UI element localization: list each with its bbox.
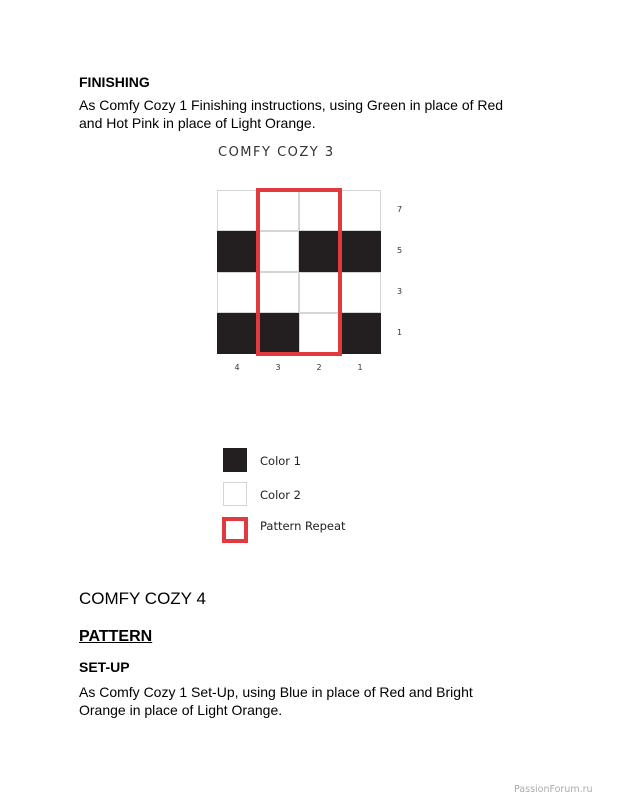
column-number: 3 xyxy=(275,363,281,372)
setup-line-2: Orange in place of Light Orange. xyxy=(79,702,283,718)
section-title: COMFY COZY 4 xyxy=(79,589,206,608)
pattern-repeat-label: Pattern Repeat xyxy=(260,519,346,533)
chart-cell xyxy=(340,190,381,231)
setup-line-1: As Comfy Cozy 1 Set-Up, using Blue in place of Red and Bright xyxy=(79,684,473,700)
chart-cell xyxy=(217,231,258,272)
row-number: 5 xyxy=(397,245,403,255)
column-number: 2 xyxy=(316,363,322,372)
finishing-heading: FINISHING xyxy=(79,74,150,90)
pattern-heading: PATTERN xyxy=(79,628,153,645)
color-1-swatch xyxy=(223,448,247,472)
chart-cell xyxy=(217,313,258,354)
color-1-label: Color 1 xyxy=(260,454,301,468)
row-number: 3 xyxy=(397,286,403,296)
chart-title: COMFY COZY 3 xyxy=(218,145,335,160)
row-number: 7 xyxy=(397,204,403,214)
pattern-repeat-swatch xyxy=(222,517,248,543)
column-number: 1 xyxy=(357,363,363,372)
row-number: 1 xyxy=(397,327,403,337)
chart-cell xyxy=(340,231,381,272)
column-number: 4 xyxy=(234,363,240,372)
chart-cell xyxy=(217,190,258,231)
color-2-swatch xyxy=(223,482,247,506)
pattern-repeat-outline xyxy=(256,188,342,356)
color-2-label: Color 2 xyxy=(260,488,301,502)
watermark: PassionForum.ru xyxy=(514,784,593,795)
finishing-line-2: and Hot Pink in place of Light Orange. xyxy=(79,115,316,131)
setup-heading: SET-UP xyxy=(79,659,130,675)
finishing-line-1: As Comfy Cozy 1 Finishing instructions, using Green in place of Red xyxy=(79,97,504,113)
chart-cell xyxy=(340,313,381,354)
chart-cell xyxy=(217,272,258,313)
chart-cell xyxy=(340,272,381,313)
